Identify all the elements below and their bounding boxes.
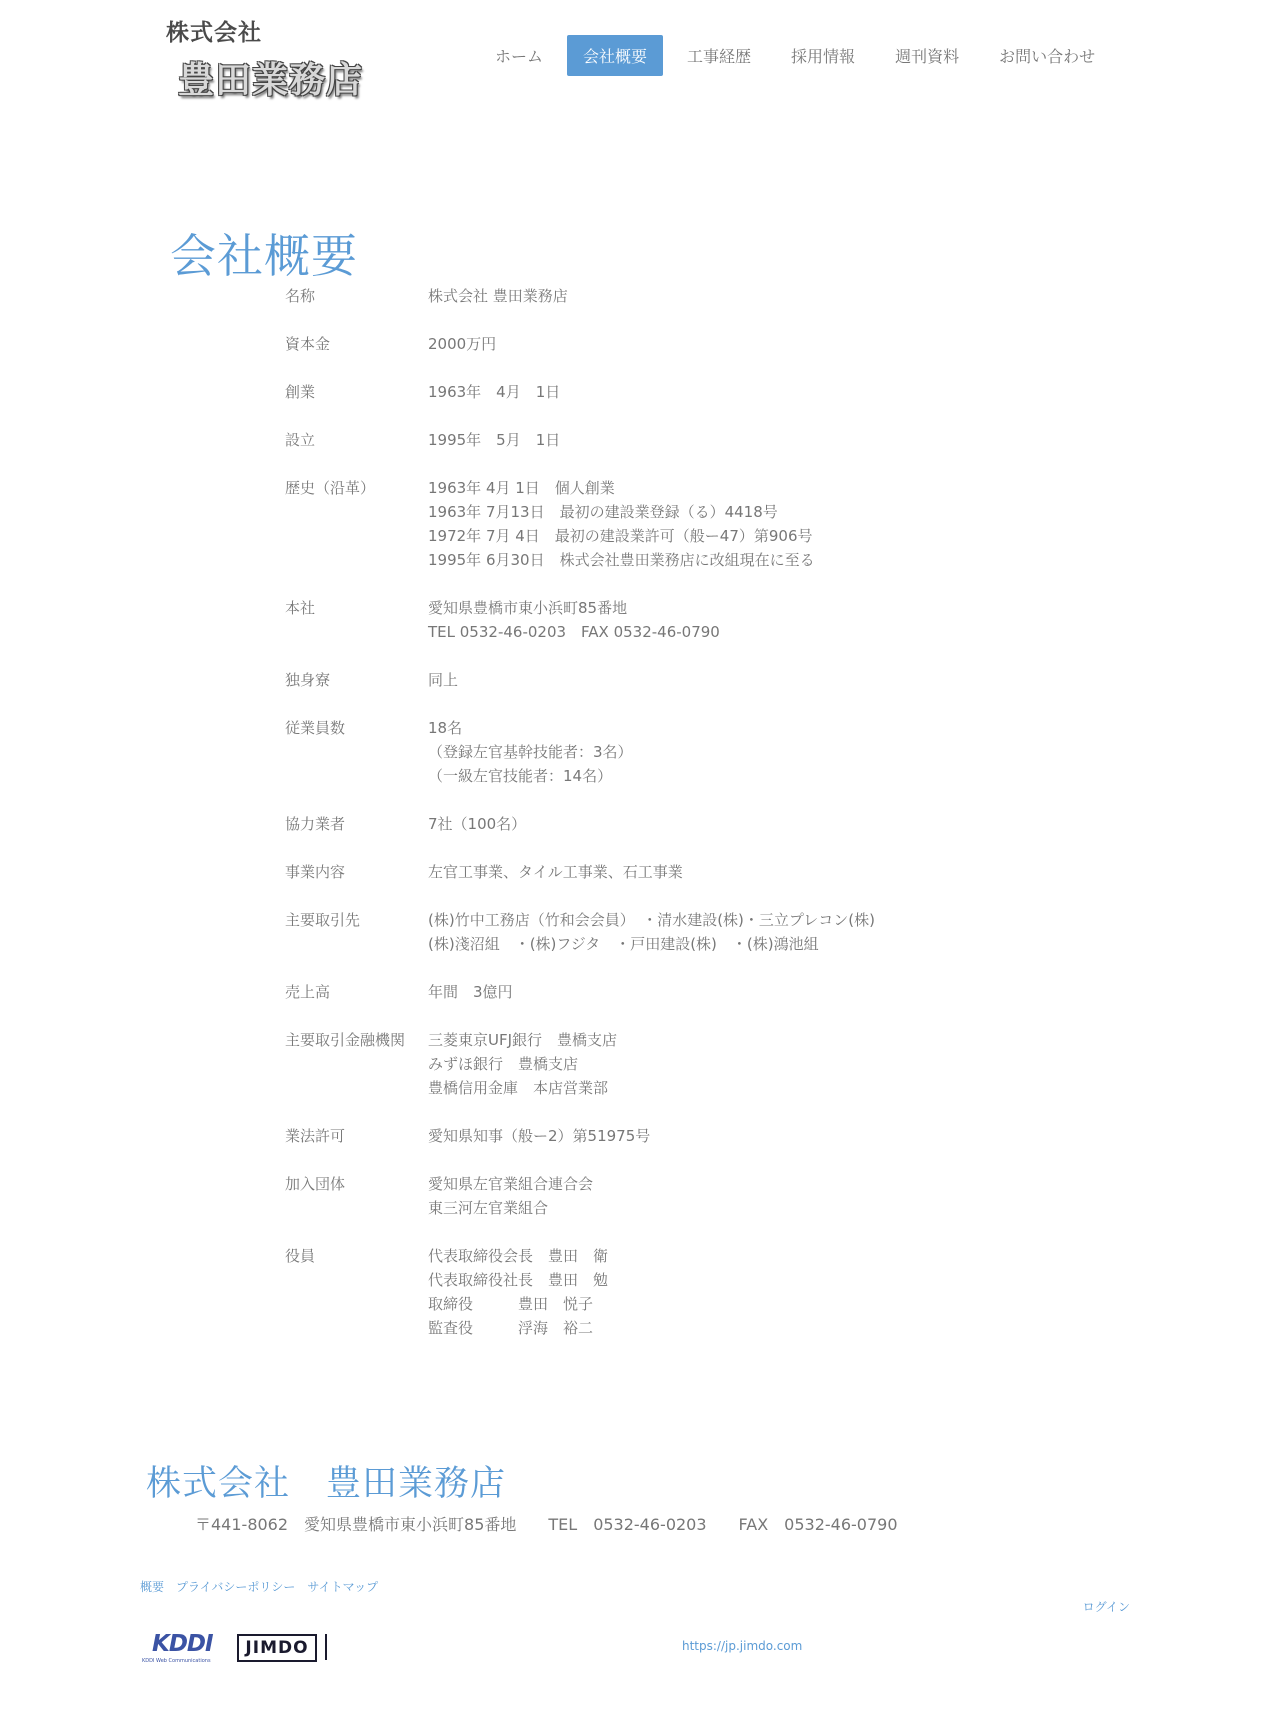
info-row-value-line: 取締役 豊田 悦子: [428, 1295, 594, 1313]
jimdo-logo[interactable]: JIMDO: [237, 1634, 317, 1662]
nav-item-contact[interactable]: お問い合わせ: [999, 46, 1096, 66]
footer-link-privacy[interactable]: プライバシーポリシー: [176, 1580, 296, 1594]
info-row-values: [428, 380, 985, 404]
info-row-label: 役員: [285, 1247, 316, 1265]
info-row-value-line: 1963年 4月 1日 個人創業: [428, 479, 615, 497]
info-row-label: 名称: [285, 287, 316, 305]
info-row-values: [428, 668, 985, 692]
kddi-logo-text: KDDI: [152, 1631, 213, 1657]
info-row-label: 独身寮: [285, 671, 331, 689]
info-row-value-line: 三菱東京UFJ銀行 豊橋支店: [428, 1031, 618, 1049]
info-row-label: 業法許可: [285, 1127, 346, 1145]
info-row-label: 歴史（沿革）: [285, 479, 376, 497]
info-row-value-line: 1995年 6月30日 株式会社豊田業務店に改組現在に至る: [428, 551, 815, 569]
info-row: [285, 860, 985, 884]
info-row-value-line: 株式会社 豊田業務店: [428, 287, 568, 305]
info-row: [285, 1244, 985, 1340]
info-row-label: 事業内容: [285, 863, 346, 881]
info-row-label: 加入団体: [285, 1175, 346, 1193]
info-row-label: 設立: [285, 431, 316, 449]
logo-company-name: 豊田業務店: [178, 59, 364, 101]
info-row: [285, 284, 985, 308]
info-row: [285, 908, 985, 956]
footer-address: 〒441-8062 愛知県豊橋市東小浜町85番地 TEL 0532-46-0203 FAX 0532-46-0790: [195, 1515, 898, 1534]
footer-link-sitemap[interactable]: サイトマップ: [307, 1580, 379, 1594]
info-row: [285, 428, 985, 452]
info-row-value-line: みずほ銀行 豊橋支店: [428, 1055, 579, 1073]
info-row-values: [428, 812, 985, 836]
info-row-label: 創業: [285, 383, 316, 401]
info-row-values: [428, 1124, 985, 1148]
info-row: [285, 1124, 985, 1148]
info-row-value-line: 18名: [428, 719, 463, 737]
kddi-logo-subtext: KDDI Web Communications: [142, 1658, 211, 1664]
nav-item-company[interactable]: 会社概要: [567, 35, 663, 76]
info-row-label: 資本金: [285, 335, 331, 353]
footer-link-overview[interactable]: 概要: [140, 1580, 165, 1594]
info-row-values: [428, 284, 985, 308]
info-row-values: [428, 332, 985, 356]
info-row: [285, 812, 985, 836]
info-row-value-line: 1963年 7月13日 最初の建設業登録（る）4418号: [428, 503, 778, 521]
info-row-values: [428, 1244, 985, 1340]
company-info-table: [285, 284, 985, 1364]
info-row-label: 主要取引金融機関: [285, 1031, 406, 1049]
info-row-value-line: 年間 3億円: [428, 983, 513, 1001]
info-row: [285, 1028, 985, 1100]
info-row-value-line: 同上: [428, 671, 459, 689]
info-row-values: [428, 980, 985, 1004]
info-row-label: 売上高: [285, 983, 331, 1001]
info-row-value-line: 2000万円: [428, 335, 497, 353]
info-row-value-line: TEL 0532-46-0203 FAX 0532-46-0790: [428, 623, 720, 641]
nav-item-recruit[interactable]: 採用情報: [791, 46, 856, 66]
info-row-value-line: 愛知県左官業組合連合会: [428, 1175, 594, 1193]
info-row: [285, 980, 985, 1004]
info-row-value-line: 代表取締役会長 豊田 衛: [428, 1247, 609, 1265]
info-row-label: 従業員数: [285, 719, 346, 737]
info-row-values: [428, 1172, 985, 1220]
info-row-values: [428, 596, 985, 644]
info-row-value-line: 愛知県豊橋市東小浜町85番地: [428, 599, 628, 617]
jimdo-divider: [325, 1634, 327, 1660]
info-row: [285, 332, 985, 356]
nav-item-works[interactable]: 工事経歴: [687, 46, 752, 66]
info-row-value-line: 1963年 4月 1日: [428, 383, 561, 401]
info-row-value-line: 東三河左官業組合: [428, 1199, 549, 1217]
page-title: 会社概要: [170, 229, 358, 283]
info-row-values: [428, 860, 985, 884]
info-row: [285, 380, 985, 404]
info-row: [285, 668, 985, 692]
info-row-label: 本社: [285, 599, 316, 617]
info-row-values: [428, 908, 985, 956]
footer-company-name: 株式会社 豊田業務店: [146, 1464, 507, 1504]
info-row-value-line: （一級左官技能者：14名）: [428, 767, 613, 785]
login-link[interactable]: ログイン: [1082, 1600, 1130, 1614]
kddi-logo[interactable]: [140, 1631, 228, 1667]
info-row-value-line: (株)淺沼組 ・(株)フジタ ・戸田建設(株) ・(株)鴻池組: [428, 935, 819, 953]
jimdo-url-link[interactable]: https://jp.jimdo.com: [682, 1639, 803, 1653]
info-row-value-line: 左官工事業、タイル工事業、石工事業: [428, 863, 683, 881]
nav-item-materials[interactable]: 週刊資料: [895, 46, 960, 66]
info-row-value-line: 1972年 7月 4日 最初の建設業許可（般ー47）第906号: [428, 527, 813, 545]
info-row-value-line: 代表取締役社長 豊田 勉: [428, 1271, 609, 1289]
info-row-values: [428, 716, 985, 788]
info-row-value-line: 豊橋信用金庫 本店営業部: [428, 1079, 609, 1097]
info-row-values: [428, 476, 985, 572]
info-row-value-line: 1995年 5月 1日: [428, 431, 561, 449]
logo-company-type: 株式会社: [166, 19, 262, 46]
footer-links: [140, 1578, 390, 1595]
info-row: [285, 716, 985, 788]
info-row: [285, 1172, 985, 1220]
site-logo[interactable]: [164, 12, 364, 101]
info-row-values: [428, 428, 985, 452]
info-row-values: [428, 1028, 985, 1100]
info-row-label: 協力業者: [285, 815, 346, 833]
info-row-label: 主要取引先: [285, 911, 361, 929]
info-row: [285, 596, 985, 644]
main-nav: [479, 35, 1119, 75]
info-row-value-line: 7社（100名）: [428, 815, 527, 833]
nav-item-home[interactable]: ホーム: [495, 46, 544, 66]
info-row-value-line: 愛知県知事（般ー2）第51975号: [428, 1127, 651, 1145]
info-row-value-line: （登録左官基幹技能者：3名）: [428, 743, 633, 761]
info-row-value-line: 監査役 浮海 裕二: [428, 1319, 594, 1337]
info-row-value-line: (株)竹中工務店（竹和会会員） ・清水建設(株)・三立プレコン(株): [428, 911, 876, 929]
info-row: [285, 476, 985, 572]
